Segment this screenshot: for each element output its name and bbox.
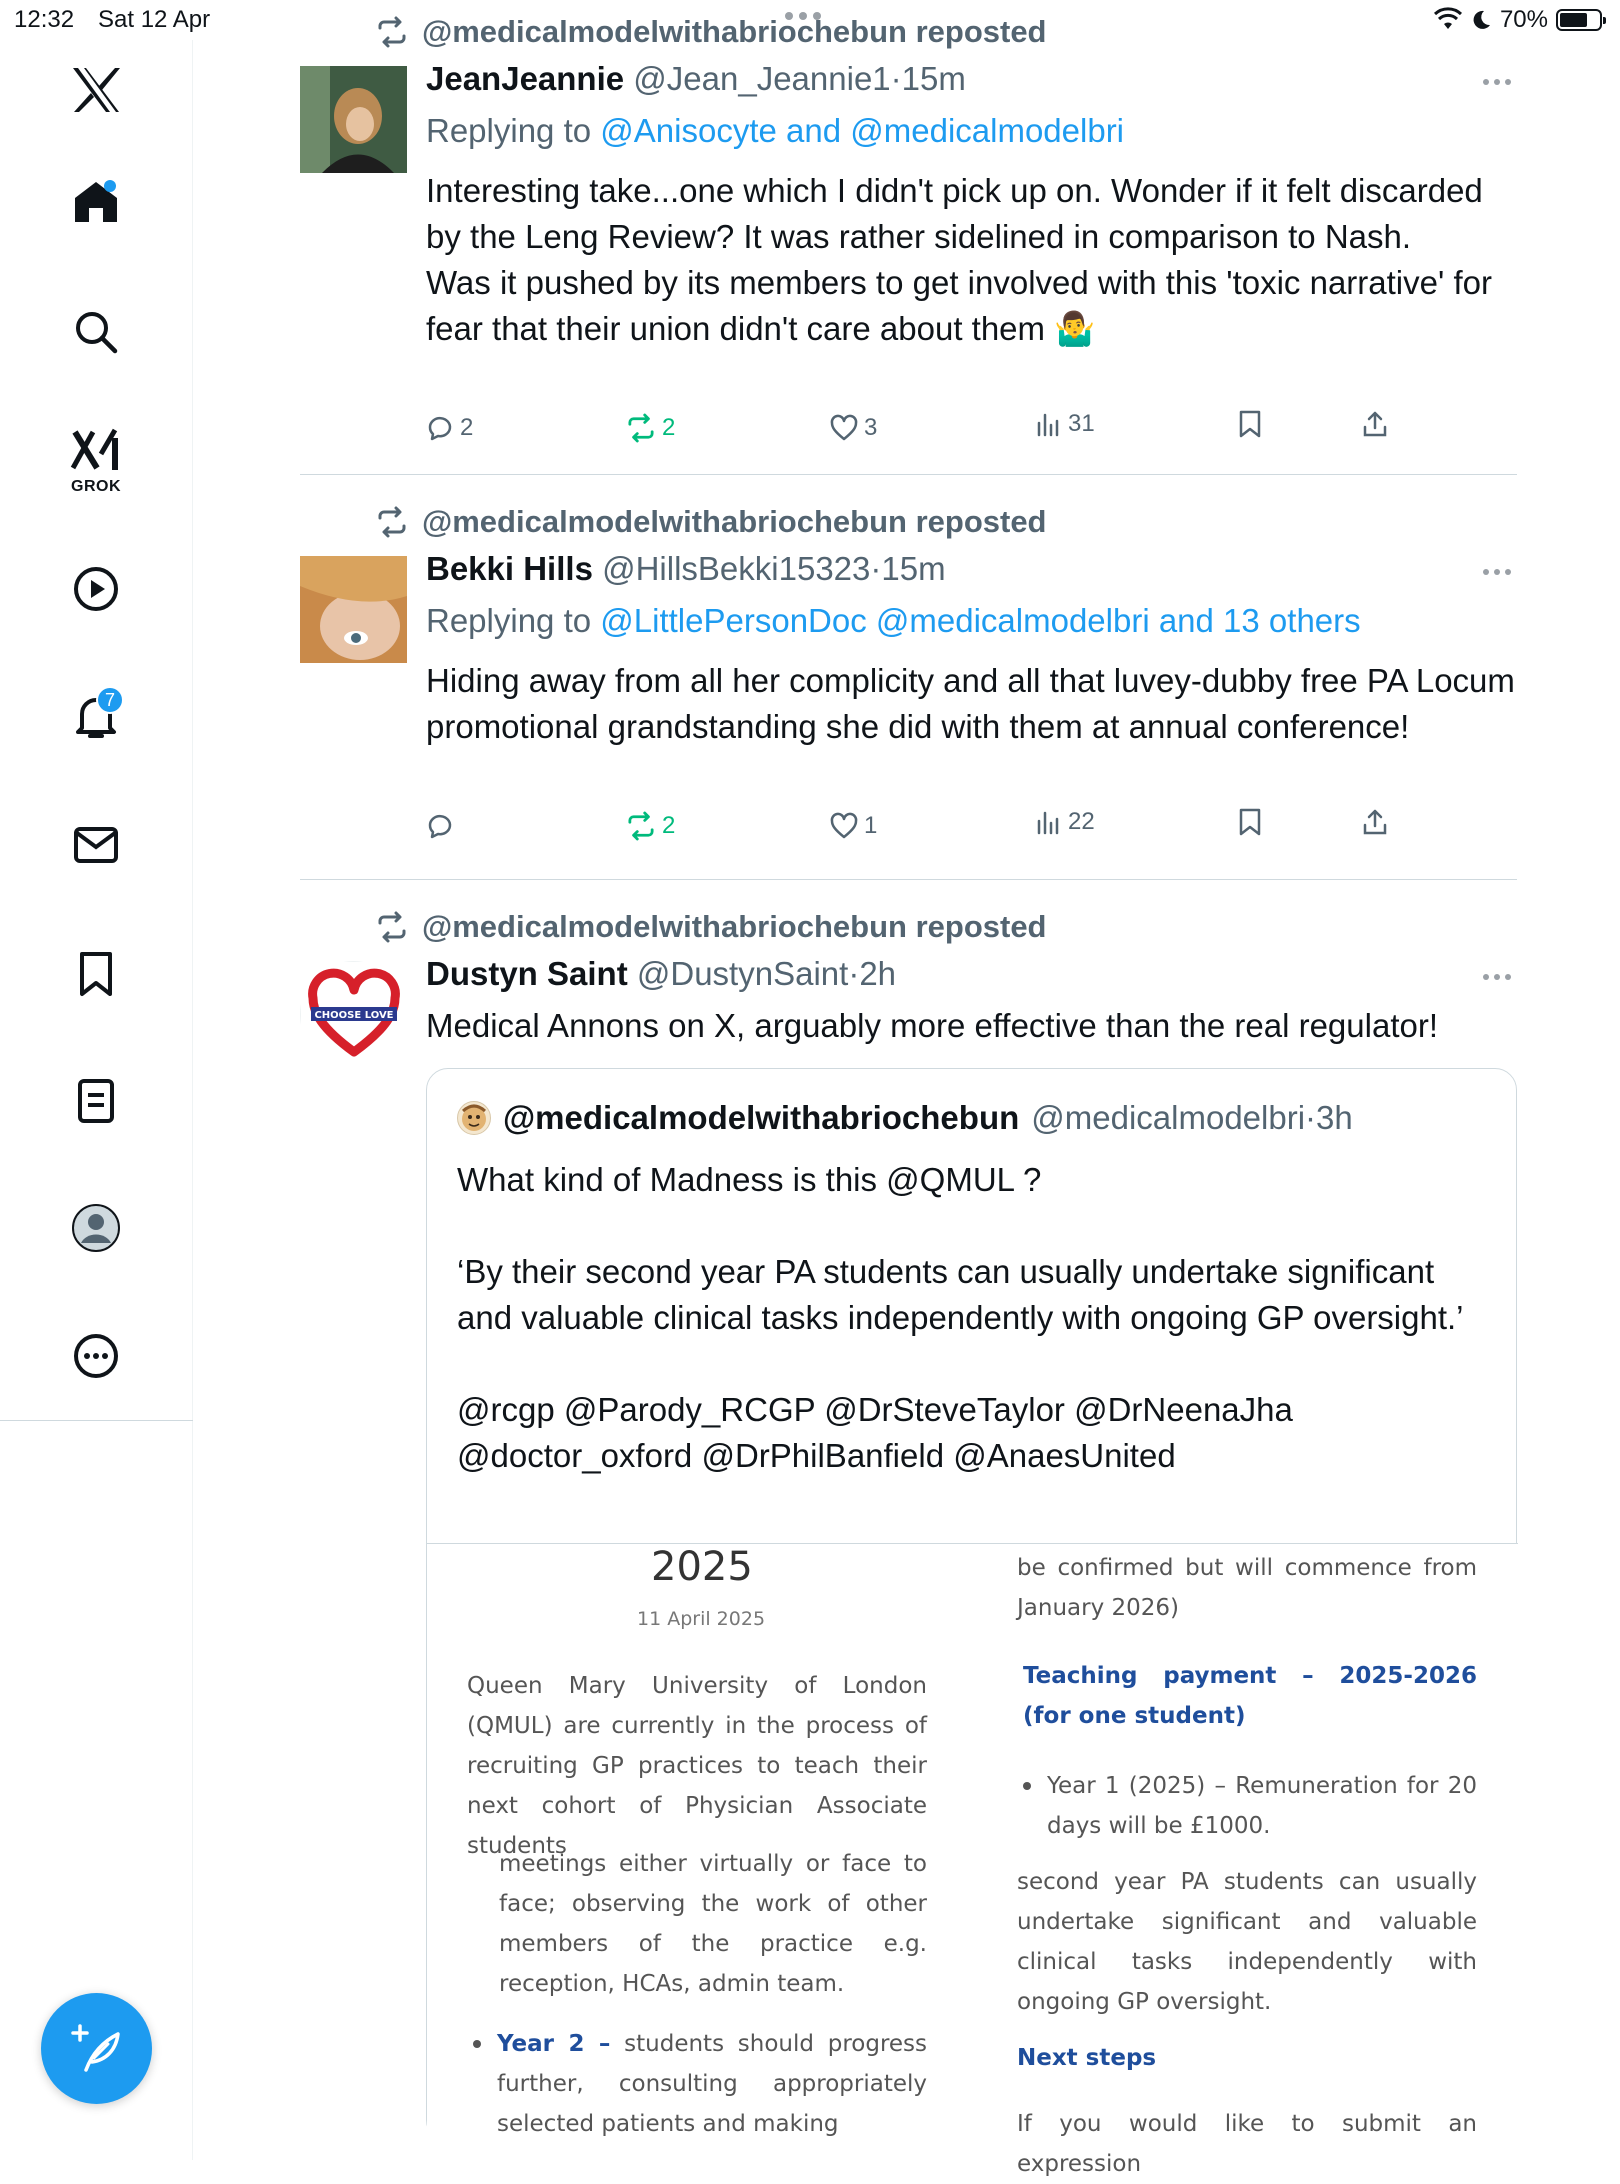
post-actions xyxy=(426,410,1426,454)
status-right xyxy=(1434,6,1602,34)
doc-next-steps: Next steps xyxy=(1017,2045,1157,2071)
notifications-badge: 7 xyxy=(96,686,124,714)
user-handle[interactable]: @Jean_Jeannie1 xyxy=(633,60,891,97)
repost-count: 2 xyxy=(662,414,676,441)
doc-second-year: second year PA students can usually undertake significant and valuable clinical tasks independently with ongoing GP oversight. xyxy=(1017,1869,1477,2015)
quoted-time: 3h xyxy=(1316,1099,1353,1136)
replying-to xyxy=(426,112,1124,150)
home-unread-dot xyxy=(104,180,116,192)
heart-icon xyxy=(830,415,858,441)
share-icon xyxy=(1362,410,1388,438)
status-date: Sat 12 Apr xyxy=(98,6,211,33)
separator-dot: · xyxy=(1305,1099,1317,1136)
doc-year2-text: students should progress further, consulting appropriately selected patients and making xyxy=(497,2031,928,2137)
post-header xyxy=(426,550,946,588)
quoted-line-1: What kind of Madness is this @QMUL ? xyxy=(457,1161,1042,1198)
views-chart-icon xyxy=(1036,809,1062,835)
display-name[interactable]: JeanJeannie xyxy=(426,60,625,97)
repost-indicator xyxy=(376,909,1047,945)
doc-confirmed: be confirmed but will commence from January 2026) xyxy=(1017,1555,1477,1621)
views-count: 22 xyxy=(1068,808,1095,835)
doc-left-column xyxy=(467,1666,927,1866)
doc-meetings: meetings either virtually or face to face; observing the work of other members of the practice e.g. reception, HCAs, admin team. xyxy=(499,1851,927,1997)
quoted-line-3: @rcgp @Parody_RCGP @DrSteveTaylor @DrNeenaJha @doctor_oxford @DrPhilBanfield @AnaesUnited xyxy=(457,1391,1293,1474)
doc-intro: Queen Mary University of London (QMUL) are currently in the process of recruiting GP practices to teach their next cohort of Physician Associate students xyxy=(467,1673,927,1859)
doc-left-column-3 xyxy=(467,2024,927,2144)
views-count: 31 xyxy=(1068,410,1095,437)
user-handle[interactable]: @DustynSaint xyxy=(636,955,849,992)
doc-left-column-2 xyxy=(499,1844,927,2004)
quoted-handle[interactable]: @medicalmodelbri xyxy=(1031,1099,1306,1136)
doc-year2-label: Year 2 – xyxy=(497,2031,611,2057)
views-button[interactable] xyxy=(1036,410,1095,438)
post-separator xyxy=(300,474,1517,475)
doc-right-column-6 xyxy=(1017,2104,1477,2184)
doc-right-column-2 xyxy=(1017,1656,1477,1736)
quoted-text xyxy=(457,1157,1497,1479)
repost-label: @medicalmodelwithabriochebun reposted xyxy=(422,14,1047,49)
post-header xyxy=(426,60,966,98)
replying-to-users[interactable]: @LittlePersonDoc @medicalmodelbri and 13 others xyxy=(600,602,1361,639)
repost-button[interactable] xyxy=(626,812,675,840)
repost-action-icon xyxy=(626,813,656,839)
compose-feather-icon xyxy=(72,2024,122,2074)
reply-button[interactable] xyxy=(426,812,460,840)
post-time[interactable]: 15m xyxy=(881,550,946,587)
doc-right-column-5 xyxy=(1017,2038,1477,2078)
doc-title: 2025 xyxy=(651,1544,753,1590)
bookmark-button[interactable] xyxy=(1238,808,1262,836)
doc-year2 xyxy=(467,2024,927,2144)
wifi-icon xyxy=(1434,9,1462,31)
doc-right-column-3 xyxy=(1017,1766,1477,1846)
quoted-line-2: ‘By their second year PA students can usually undertake significant and valuable clinical tasks independently with ongoing GP oversight.’ xyxy=(457,1253,1464,1336)
share-button[interactable] xyxy=(1362,410,1388,438)
repost-action-icon xyxy=(626,415,656,441)
grok-label: GROK xyxy=(71,478,121,495)
doc-year1: Year 1 (2025) – Remuneration for 20 days will be £1000. xyxy=(1017,1766,1477,1846)
separator-dot: · xyxy=(848,955,860,992)
repost-icon xyxy=(376,18,408,46)
repost-indicator xyxy=(376,14,1047,50)
notifications-bell-icon[interactable] xyxy=(68,688,124,744)
video-play-icon[interactable] xyxy=(68,561,124,617)
replying-to xyxy=(426,602,1361,640)
more-options-icon[interactable] xyxy=(1477,562,1517,582)
reply-button[interactable] xyxy=(426,414,473,442)
like-count: 1 xyxy=(864,812,878,839)
avatar-bekki-hills[interactable] xyxy=(300,556,407,663)
like-count: 3 xyxy=(864,414,878,441)
home-icon[interactable] xyxy=(68,174,124,230)
post-text: Medical Annons on X, arguably more effective than the real regulator! xyxy=(426,1007,1438,1044)
like-button[interactable] xyxy=(830,812,877,840)
repost-icon xyxy=(376,913,408,941)
sidebar-divider xyxy=(0,1420,193,1421)
quoted-post-header xyxy=(457,1099,1353,1137)
heart-icon xyxy=(830,813,858,839)
separator-dot: · xyxy=(870,550,882,587)
battery-percent: 70% xyxy=(1499,6,1548,33)
reply-icon xyxy=(426,812,454,840)
doc-payment-heading: Teaching payment – 2025-2026 (for one student) xyxy=(1023,1663,1477,1729)
profile-avatar-icon[interactable] xyxy=(68,1200,124,1256)
quoted-avatar[interactable] xyxy=(457,1101,491,1135)
x-logo-icon[interactable] xyxy=(68,62,124,118)
repost-count: 2 xyxy=(662,812,676,839)
battery-icon xyxy=(1556,9,1602,31)
more-options-circle-icon[interactable] xyxy=(68,1328,124,1384)
display-name[interactable]: Bekki Hills xyxy=(426,550,593,587)
sidebar-nav xyxy=(0,40,193,2160)
messages-mail-icon[interactable] xyxy=(68,817,124,873)
bookmarks-icon[interactable] xyxy=(68,946,124,1002)
quoted-post[interactable] xyxy=(426,1068,1517,2177)
avatar-banner-text: CHOOSE LOVE xyxy=(314,1010,394,1021)
bookmark-button[interactable] xyxy=(1238,410,1262,438)
repost-button[interactable] xyxy=(626,414,675,442)
doc-date: 11 April 2025 xyxy=(637,1608,766,1630)
avatar-dustyn-saint[interactable] xyxy=(300,961,407,1068)
status-time: 12:32 xyxy=(14,6,75,33)
compose-post-button[interactable] xyxy=(41,1993,152,2104)
post-time[interactable]: 15m xyxy=(901,60,966,97)
share-button[interactable] xyxy=(1362,808,1388,836)
like-button[interactable] xyxy=(830,414,877,442)
bookmark-icon xyxy=(1238,808,1262,836)
doc-right-column xyxy=(1017,1548,1477,1628)
reply-count: 2 xyxy=(460,414,474,441)
post-text: Interesting take...one which I didn't pick up on. Wonder if it felt discarded by the Leng Review? It was rather sidelined in comparison to Nash. Was it pushed by its members to get involved with this 'toxic narrative' for fear that their union didn't care about them 🤷‍♂️ xyxy=(426,172,1492,347)
repost-label: @medicalmodelwithabriochebun reposted xyxy=(422,909,1047,944)
post-separator xyxy=(300,879,1517,880)
search-icon[interactable] xyxy=(68,304,124,360)
replying-to-prefix: Replying to xyxy=(426,602,592,639)
post-header xyxy=(426,955,896,993)
repost-label: @medicalmodelwithabriochebun reposted xyxy=(422,504,1047,539)
user-handle[interactable]: @HillsBekki15323 xyxy=(602,550,871,587)
doc-expression: If you would like to submit an expression xyxy=(1017,2111,1477,2177)
lists-icon[interactable] xyxy=(68,1073,124,1129)
quoted-document-image[interactable] xyxy=(427,1543,1518,2177)
post-text: Hiding away from all her complicity and all that luvey-dubby free PA Locum promotional grandstanding she did with them at annual conference! xyxy=(426,662,1515,745)
repost-indicator xyxy=(376,504,1047,540)
avatar-jeanjeannie[interactable] xyxy=(300,66,407,173)
replying-to-prefix: Replying to xyxy=(426,112,592,149)
separator-dot: · xyxy=(890,60,902,97)
share-icon xyxy=(1362,808,1388,836)
moon-icon xyxy=(1470,9,1492,31)
repost-icon xyxy=(376,508,408,536)
quoted-display-name[interactable]: @medicalmodelwithabriochebun xyxy=(503,1099,1020,1136)
reply-icon xyxy=(426,414,454,442)
views-chart-icon xyxy=(1036,411,1062,437)
views-button[interactable] xyxy=(1036,808,1095,836)
display-name[interactable]: Dustyn Saint xyxy=(426,955,628,992)
doc-right-column-4 xyxy=(1017,1862,1477,2022)
replying-to-users[interactable]: @Anisocyte and @medicalmodelbri xyxy=(600,112,1125,149)
more-options-icon[interactable] xyxy=(1477,72,1517,92)
post-time[interactable]: 2h xyxy=(859,955,897,992)
more-options-icon[interactable] xyxy=(1477,967,1517,987)
post-actions xyxy=(426,808,1426,852)
bookmark-icon xyxy=(1238,410,1262,438)
grok-icon[interactable] xyxy=(68,422,124,478)
